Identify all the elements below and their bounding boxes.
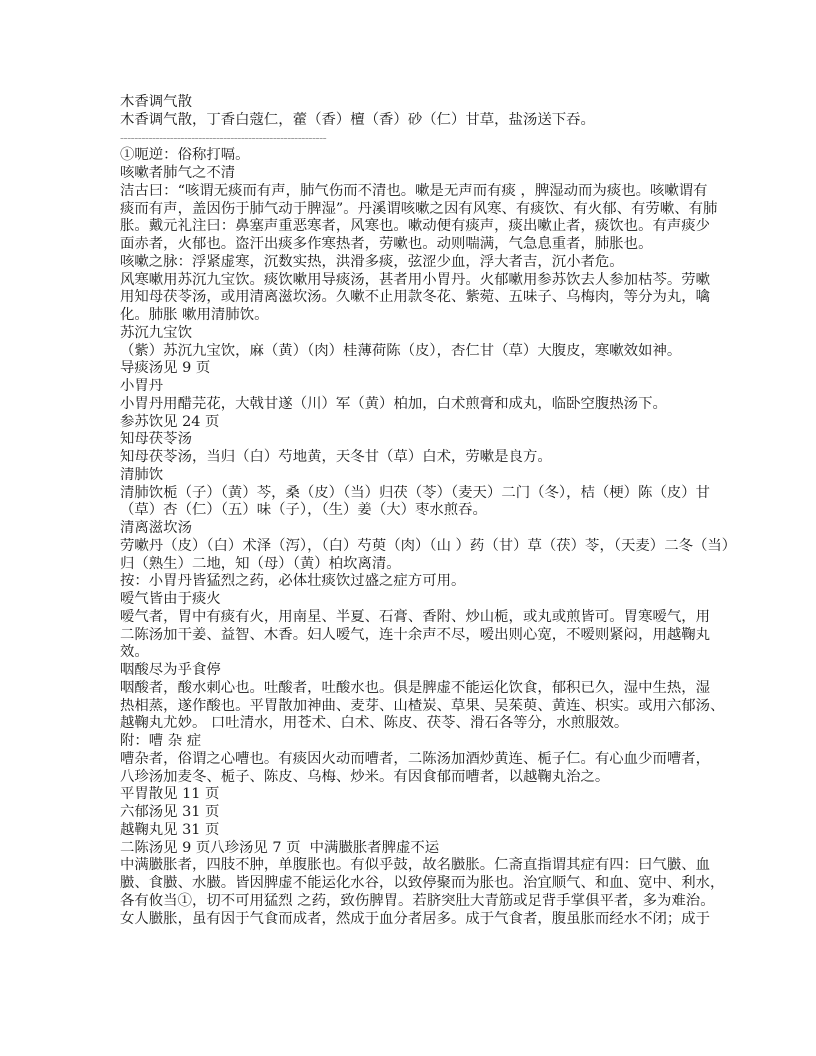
paragraph-line: 嗳气者，胃中有痰有火，用南星、半夏、石膏、香附、炒山栀，或丸或煎皆可。胃寒嗳气，用	[120, 608, 711, 625]
heading-qingli-zikan-tang: 清离滋坎汤	[120, 520, 192, 536]
page-reference-and-section-heading: 二陈汤见 9 页八珍汤见 7 页 中满臌胀者脾虚不运	[120, 839, 440, 856]
paragraph-line: 化。肺胀 嗽用清肺饮。	[120, 307, 269, 323]
formula-verse: 归（熟生）二地，知（母）（黄）柏坎离清。	[120, 555, 401, 572]
formula-verse: 劳嗽丹（皮）（白）术泽（泻），（白）芍萸（肉）（山 ）药（甘）草（茯）苓，（天麦）二冬（当）	[120, 537, 737, 554]
paragraph-line: 用知母茯苓汤，或用清离滋坎汤。久嗽不止用款冬花、紫菀、五味子、乌梅肉，等分为丸，噙	[120, 289, 711, 306]
paragraph-line: 八珍汤加麦冬、栀子、陈皮、乌梅、炒米。有因食郁而嘈者，以越鞠丸治之。	[120, 768, 610, 785]
paragraph-line: 面赤者，火郁也。盗汗出痰多作寒热者，劳嗽也。动则喘满，气急息重者，肺胀也。	[120, 236, 653, 252]
page-reference: 越鞠丸见 31 页	[120, 821, 220, 838]
paragraph-line: 咽酸者，酸水刺心也。吐酸者，吐酸水也。俱是脾虚不能运化饮食，郁积已久，湿中生热，湿	[120, 679, 711, 696]
formula-verse: 小胃丹用醋芫花，大戟甘遂（川）军（黄）柏加，白术煎膏和成丸，临卧空腹热汤下。	[120, 395, 667, 412]
paragraph-line: 女人臌胀，虽有因于气食而成者，然成于血分者居多。成于气食者，腹虽胀而经水不闭；成于	[120, 910, 711, 927]
paragraph-line: 效。	[120, 644, 149, 661]
paragraph-line: 咳嗽之脉：浮紧虚寒，沉数实热，洪滑多痰，弦涩少血，浮大者吉，沉小者危。	[120, 253, 624, 270]
page-reference: 导痰汤见 9 页	[120, 360, 211, 377]
paragraph-line: 越鞠丸尤妙。 口吐清水，用苍术、白术、陈皮、茯苓、滑石各等分，水煎服效。	[120, 715, 629, 732]
heading-zhimu-fuling-tang: 知母茯苓汤	[120, 431, 192, 448]
page-reference: 六郁汤见 31 页	[120, 804, 220, 820]
paragraph-line: 臌、食臌、水臌。皆因脾虚不能运化水谷，以致停聚而为胀也。治宜顺气、和血、宽中、利水，	[120, 875, 725, 891]
section-heading-acid: 咽酸尽为乎食停	[120, 662, 221, 678]
heading-qingfei-yin: 清肺饮	[120, 466, 164, 483]
paragraph-line: 洁古曰：“咳谓无痰而有声，肺气伤而不清也。嗽是无声而有痰 ，脾湿动而为痰也。咳嗽谓有	[120, 182, 708, 199]
section-heading-cough: 咳嗽者肺气之不清	[120, 165, 236, 181]
appendix-heading-zaoza: 附：嘈 杂 症	[120, 733, 202, 749]
paragraph-line: 风寒嗽用苏沉九宝饮。痰饮嗽用导痰汤，甚者用小胃丹。火郁嗽用参苏饮去人参加枯芩。劳嗽	[120, 271, 711, 288]
footnote-separator: ----------------------------------------------------------	[120, 130, 327, 145]
formula-verse: （紫）苏沉九宝饮，麻（黄）（肉）桂薄荷陈（皮），杏仁甘（草）大腹皮，寒嗽效如神。	[120, 342, 682, 359]
document-page	[120, 94, 737, 928]
heading-suchen-jiubao-yin: 苏沉九宝饮	[120, 324, 192, 341]
formula-verse: 知母茯苓汤，当归（白）芍地黄，天冬甘（草）白术，劳嗽是良方。	[120, 449, 552, 465]
heading-muxiang-tiaoqi-san: 木香调气散	[120, 94, 192, 110]
paragraph-line: 痰而有声，盖因伤于肺气动于脾湿”。丹溪谓咳嗽之因有风寒、有痰饮、有火郁、有劳嗽、有肺	[120, 200, 718, 217]
page-reference: 平胃散见 11 页	[120, 786, 220, 803]
section-heading-belching: 嗳气皆由于痰火	[120, 591, 221, 607]
page-reference: 参苏饮见 24 页	[120, 413, 220, 430]
formula-verse: 清肺饮栀（子）（黄）芩，桑（皮）（当）归茯（苓）（麦天）二门（冬），桔（梗）陈（皮）甘	[120, 484, 711, 501]
paragraph-line: 二陈汤加干姜、益智、木香。妇人嗳气，连十余声不尽，嗳出则心宽，不嗳则紧闷，用越鞠丸	[120, 626, 711, 643]
note-line: 按：小胃丹皆猛烈之药，必体壮痰饮过盛之症方可用。	[120, 573, 466, 590]
paragraph-line: 嘈杂者，俗谓之心嘈也。有痰因火动而嘈者，二陈汤加酒炒黄连、栀子仁。有心血少而嘈者，	[120, 750, 711, 767]
paragraph-line: 热相蒸，遂作酸也。平胃散加神曲、麦芽、山楂炭、草果、吴茱萸、黄连、枳实。或用六郁汤、	[120, 697, 725, 714]
paragraph-line: 中满臌胀者，四肢不肿，单腹胀也。有似乎鼓，故名臌胀。仁斋直指谓其症有四：曰气臌、血	[120, 857, 711, 874]
formula-verse: 木香调气散，丁香白蔻仁，藿（香）檀（香）砂（仁）甘草，盐汤送下吞。	[120, 111, 595, 128]
paragraph-line: 各有攸当①，切不可用猛烈 之药，致伤脾胃。若脐突肚大青筋或足背手掌俱平者，多为难治。	[120, 892, 715, 909]
formula-verse: （草）杏（仁）（五）味（子），（生）姜（大）枣水煎吞。	[120, 502, 487, 519]
heading-xiaowei-dan: 小胃丹	[120, 378, 164, 394]
footnote: ①呃逆：俗称打嗝。	[120, 147, 250, 164]
paragraph-line: 胀。戴元礼注曰：鼻塞声重恶寒者，风寒也。嗽动便有痰声，痰出嗽止者，痰饮也。有声痰少	[120, 218, 711, 235]
